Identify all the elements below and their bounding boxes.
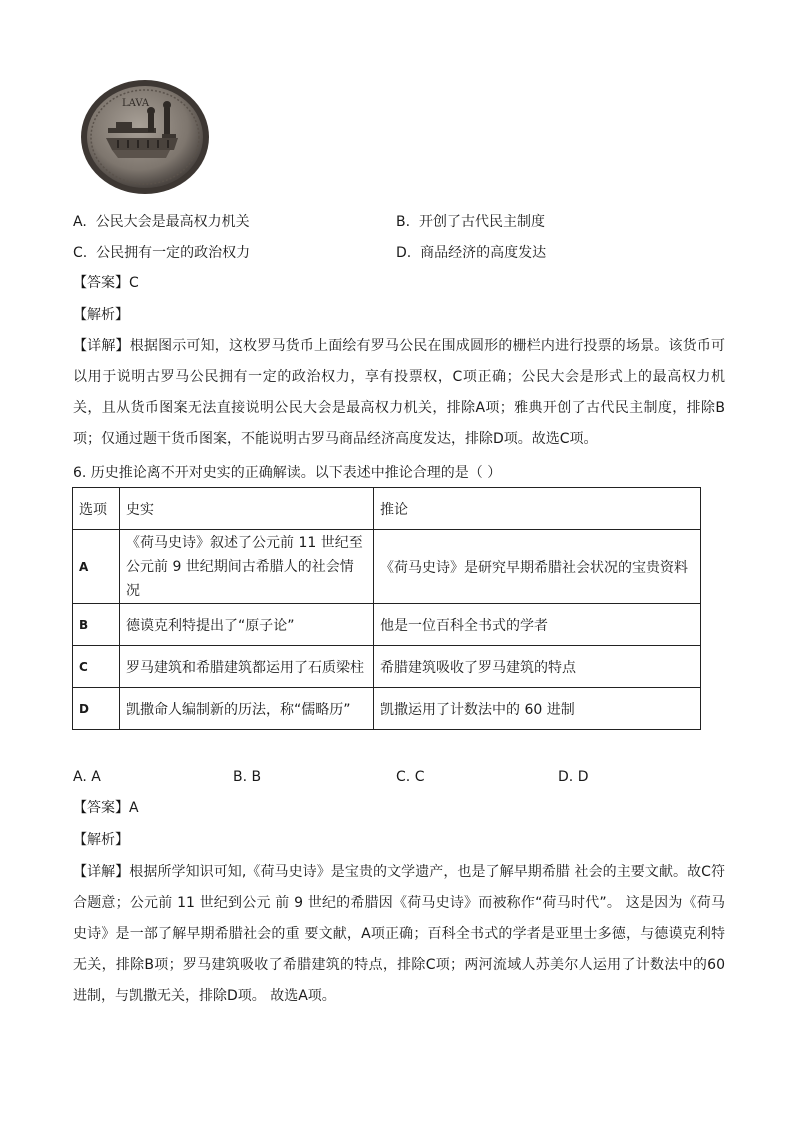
row-fact: 德谟克利特提出了“原子论”	[120, 604, 374, 646]
q6-detail: 【详解】根据所学知识可知,《荷马史诗》是宝贵的文学遗产，也是了解早期希腊 社会的主要文献。故C符合题意；公元前 11 世纪到公元 前 9 世纪的希腊因《荷马史诗》而被称作“荷马时代”。 这是因为《荷马史诗》是一部了解早期希腊社会的重 要文献，A项正确；百科全书式的学者是亚里士多德，与德谟克利特无关，排除B项；罗马建筑吸收了希腊建筑的特点，排除C项；两河流域人苏美尔人运用了计数法中的60进制，与凯撒无关，排除D项。 故选A项。	[73, 864, 726, 1004]
coin-inscription: LAVA	[122, 98, 150, 109]
roman-coin-image	[78, 78, 212, 196]
row-option: B	[73, 604, 120, 646]
table-row	[73, 646, 701, 688]
row-fact: 《荷马史诗》叙述了公元前 11 世纪至 公元前 9 世纪期间古希腊人的社会情况	[120, 530, 374, 604]
q6-stem: 6. 历史推论离不开对史实的正确解读。以下表述中推论合理的是（ ）	[73, 465, 502, 481]
q6-option-c: C. C	[396, 769, 425, 785]
row-inference: 凯撒运用了计数法中的 60 进制	[374, 688, 701, 730]
q6-option-d: D. D	[558, 769, 589, 785]
q5-option-a: A. 公民大会是最高权力机关	[73, 214, 250, 230]
row-option: C	[73, 646, 120, 688]
table-header-row	[73, 488, 701, 530]
q5-analysis-label: 【解析】	[73, 307, 129, 323]
q6-option-a: A. A	[73, 769, 101, 785]
header-fact: 史实	[120, 488, 374, 530]
row-fact: 凯撒命人编制新的历法，称“儒略历”	[120, 688, 374, 730]
q6-analysis-label: 【解析】	[73, 832, 129, 848]
q6-option-b: B. B	[233, 769, 262, 785]
header-inference: 推论	[374, 488, 701, 530]
table-row	[73, 604, 701, 646]
row-inference: 《荷马史诗》是研究早期希腊社会状况的宝贵资料	[374, 530, 701, 604]
q5-answer: 【答案】C	[73, 275, 139, 291]
row-fact: 罗马建筑和希腊建筑都运用了石质梁柱	[120, 646, 374, 688]
q6-answer: 【答案】A	[73, 800, 139, 816]
row-option: D	[73, 688, 120, 730]
header-option: 选项	[73, 488, 120, 530]
q6-table	[72, 487, 701, 730]
table-row	[73, 688, 701, 730]
q5-option-b: B. 开创了古代民主制度	[396, 214, 545, 230]
row-option: A	[73, 530, 120, 604]
table-row	[73, 530, 701, 604]
q5-option-c: C. 公民拥有一定的政治权力	[73, 245, 251, 261]
row-inference: 希腊建筑吸收了罗马建筑的特点	[374, 646, 701, 688]
q5-option-d: D. 商品经济的高度发达	[396, 245, 547, 261]
coin-illustration	[78, 78, 212, 196]
q5-detail: 【详解】根据图示可知，这枚罗马货币上面绘有罗马公民在围成圆形的栅栏内进行投票的场景。该货币可以用于说明古罗马公民拥有一定的政治权力，享有投票权，C项正确；公民大会是形式上的最高权力机关，且从货币图案无法直接说明公民大会是最高权力机关，排除A项；雅典开创了古代民主制度，排除B项；仅通过题干货币图案，不能说明古罗马商品经济高度发达，排除D项。故选C项。	[73, 338, 726, 447]
row-inference: 他是一位百科全书式的学者	[374, 604, 701, 646]
